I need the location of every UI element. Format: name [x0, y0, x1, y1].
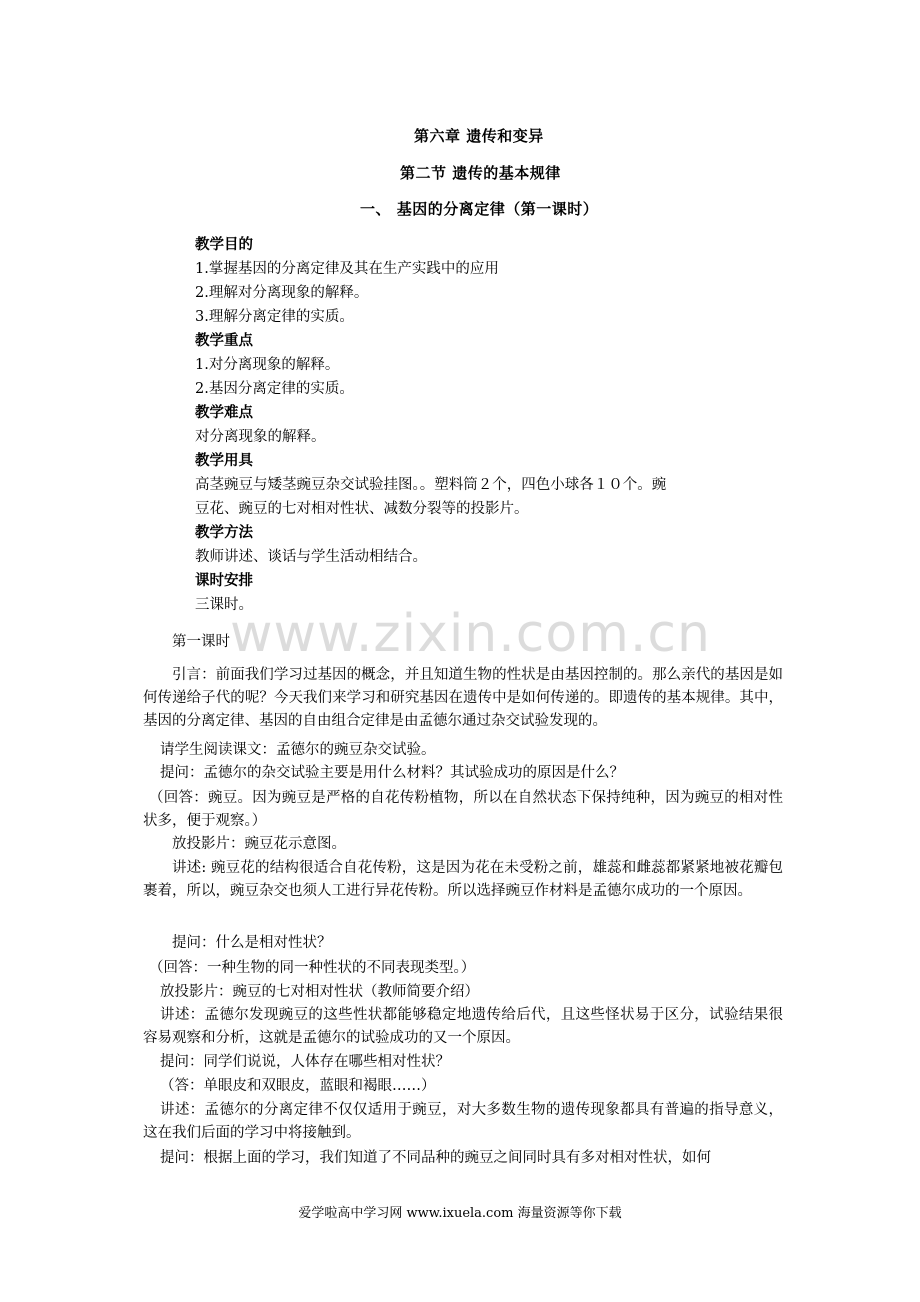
- paragraph: 讲述：孟德尔的分离定律不仅仅适用于豌豆，对大多数生物的遗传现象都具有普遍的指导意义，这在我们后面的学习中将接触到。: [143, 1102, 783, 1141]
- paragraph-intro: 引言：前面我们学习过基因的概念，并且知道生物的性状是由基因控制的。那么亲代的基因是如何传递给子代的呢？今天我们来学习和研究基因在遗传中是如何传递的。即遗传的基本规律。其中，基因的分离定律、基因的自由组合定律是由孟德尔通过杂交试验发现的。: [143, 667, 783, 729]
- watermark: www.zixin.com.cn: [230, 604, 711, 664]
- paragraph: 提问：孟德尔的杂交试验主要是用什么材料？其试验成功的原因是什么？: [160, 765, 624, 781]
- paragraph: 放投影片：豌豆的七对相对性状（教师简要介绍）: [160, 984, 479, 1000]
- key-point-item: 2.基因分离定律的实质。: [195, 381, 354, 397]
- paragraph: 提问：同学们说说，人体存在哪些相对性状？: [160, 1054, 450, 1070]
- paragraph: 放投影片：豌豆花示意图。: [172, 836, 346, 852]
- lesson-title: 一、 基因的分离定律（第一课时）: [360, 200, 599, 218]
- paragraph: 讲述: 豌豆花的结构很适合自花传粉，这是因为花在未受粉之前，雄蕊和雌蕊都紧紧地被花瓣包裹着，所以，豌豆杂交也须人工进行异花传粉。所以选择豌豆作材料是孟德尔成功的一个原因。: [143, 860, 783, 899]
- paragraph: （答：单眼皮和双眼皮，蓝眼和褐眼……）: [160, 1078, 436, 1094]
- tools-text-line: 高茎豌豆与矮茎豌豆杂交试验挂图。。塑料筒２个，四色小球各１０个。豌: [195, 477, 667, 493]
- key-points-heading: 教学重点: [195, 332, 253, 349]
- paragraph: 提问：根据上面的学习，我们知道了不同品种的豌豆之间同时具有多对相对性状，如何: [160, 1150, 711, 1166]
- paragraph: （回答：豌豆。因为豌豆是严格的自花传粉植物，所以在自然状态下保持纯种，因为豌豆的相对性状多，便于观察。）: [143, 790, 783, 829]
- schedule-text: 三课时。: [195, 597, 253, 613]
- methods-text: 教师讲述、谈话与学生活动相结合。: [195, 549, 427, 565]
- difficulties-heading: 教学难点: [195, 404, 253, 421]
- period-label: 第一课时: [172, 634, 230, 650]
- objective-item: 3.理解分离定律的实质。: [195, 309, 354, 325]
- objective-item: 2.理解对分离现象的解释。: [195, 285, 369, 301]
- paragraph: （回答：一种生物的同一种性状的不同表现类型。）: [149, 960, 476, 976]
- paragraph: 提问：什么是相对性状？: [172, 935, 332, 951]
- methods-heading: 教学方法: [195, 524, 253, 541]
- paragraph: 讲述：孟德尔发现豌豆的这些性状都能够稳定地遗传给后代，且这些怪状易于区分，试验结果很容易观察和分析，这就是孟德尔的试验成功的又一个原因。: [143, 1007, 783, 1046]
- tools-heading: 教学用具: [195, 452, 253, 469]
- schedule-heading: 课时安排: [195, 572, 253, 589]
- objective-item: 1.掌握基因的分离定律及其在生产实践中的应用: [195, 261, 499, 277]
- chapter-title: 第六章 遗传和变异: [414, 127, 544, 145]
- tools-text-line: 豆花、豌豆的七对相对性状、减数分裂等的投影片。: [195, 501, 529, 517]
- page-footer: 爱学啦高中学习网 www.ixuela.com 海量资源等你下载: [298, 1206, 622, 1221]
- key-point-item: 1.对分离现象的解释。: [195, 357, 340, 373]
- difficulties-text: 对分离现象的解释。: [195, 429, 326, 445]
- section-title: 第二节 遗传的基本规律: [400, 164, 561, 182]
- objectives-heading: 教学目的: [195, 236, 253, 253]
- paragraph: 请学生阅读课文：孟德尔的豌豆杂交试验。: [160, 742, 436, 758]
